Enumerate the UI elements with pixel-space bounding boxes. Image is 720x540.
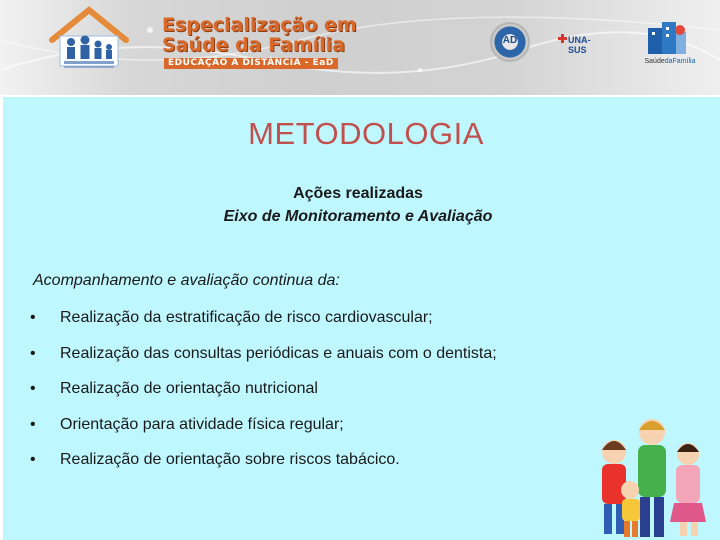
list-item-text: Realização das consultas periódicas e anuais com o dentista; xyxy=(60,344,497,362)
slide-title: METODOLOGIA xyxy=(248,116,484,151)
bullet-icon: • xyxy=(30,415,36,433)
family-building-icon xyxy=(640,18,700,58)
program-title-line3: EDUCAÇÃO A DISTÂNCIA - EaD xyxy=(164,58,338,69)
saude-da-familia-logo xyxy=(640,18,700,70)
bullet-icon: • xyxy=(30,380,36,397)
unasus-logo-text: UNA-SUS xyxy=(568,35,591,55)
list-item-text: Orientação para atividade física regular; xyxy=(60,415,344,433)
header-banner xyxy=(0,0,720,95)
cross-icon xyxy=(558,34,567,43)
familia-caption-part: daFamília xyxy=(664,58,696,65)
slide-subtitle-axis: Eixo de Monitoramento e Avaliação xyxy=(223,208,493,225)
program-title-line1: Especialização em xyxy=(162,14,357,36)
list-item-text: Realização de orientação sobre riscos tabácico. xyxy=(60,451,400,468)
family-house-logo xyxy=(46,6,132,76)
children-illustration xyxy=(584,410,720,540)
list-item-text: Realização da estratificação de risco cardiovascular; xyxy=(60,309,433,326)
unasus-logo xyxy=(558,30,606,55)
bullet-icon: • xyxy=(30,451,36,468)
program-title xyxy=(162,16,360,72)
list-item-text: Realização de orientação nutricional xyxy=(60,380,318,397)
bullet-icon: • xyxy=(30,309,36,326)
program-title-line2: Saúde da Família xyxy=(162,34,346,56)
slide-subtitle-actions: Ações realizadas xyxy=(293,185,423,202)
institution-round-logo-text: AD xyxy=(502,35,518,46)
saude-da-familia-caption xyxy=(640,58,700,65)
lead-text: Acompanhamento e avaliação continua da: xyxy=(33,272,340,289)
saude-caption-part: Saúde xyxy=(644,58,665,65)
bullet-icon: • xyxy=(30,344,36,362)
institution-round-logo xyxy=(490,22,530,62)
